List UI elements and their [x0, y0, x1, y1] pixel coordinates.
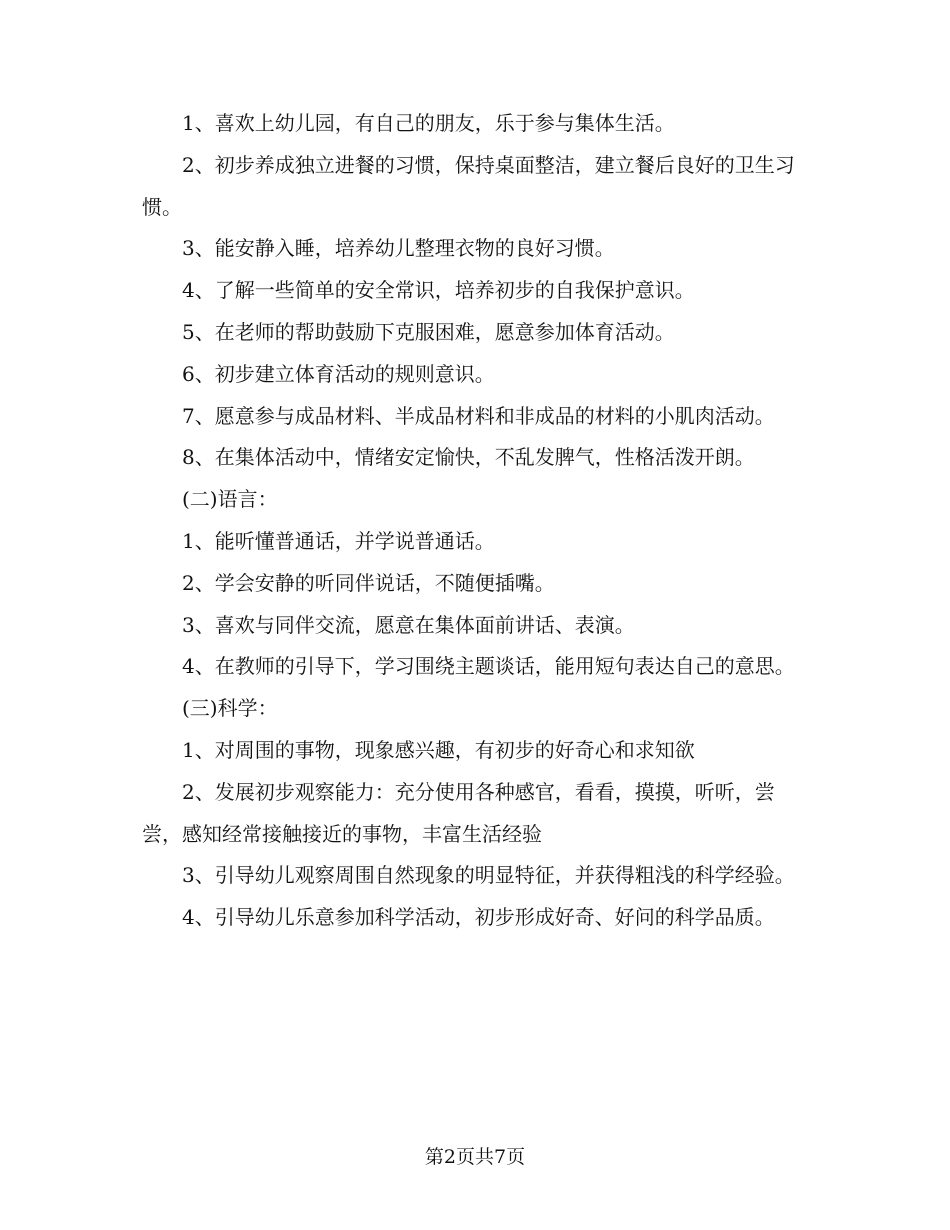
- paragraph: 2、发展初步观察能力：充分使用各种感官，看看，摸摸，听听，尝尝，感知经常接触接近的事物，丰富生活经验: [142, 779, 775, 846]
- paragraph: 1、能听懂普通话，并学说普通话。: [182, 528, 495, 553]
- paragraph: 3、喜欢与同伴交流，愿意在集体面前讲话、表演。: [182, 612, 635, 637]
- page-number: 第2页共7页: [424, 1146, 526, 1168]
- paragraph: 6、初步建立体育活动的规则意识。: [182, 361, 495, 386]
- document-body: [142, 103, 812, 939]
- paragraph: 2、初步养成独立进餐的习惯，保持桌面整洁，建立餐后良好的卫生习惯。: [142, 152, 795, 219]
- page-footer: [0, 1143, 950, 1171]
- paragraph: 2、学会安静的听同伴说话，不随便插嘴。: [182, 570, 555, 595]
- paragraph: 5、在老师的帮助鼓励下克服困难，愿意参加体育活动。: [182, 319, 675, 344]
- paragraph: 4、在教师的引导下，学习围绕主题谈话，能用短句表达自己的意思。: [182, 654, 795, 679]
- paragraph: 1、对周围的事物，现象感兴趣，有初步的好奇心和求知欲: [182, 737, 695, 762]
- section-heading-language: (二)语言：: [182, 487, 278, 512]
- paragraph: 1、喜欢上幼儿园，有自己的朋友，乐于参与集体生活。: [182, 111, 675, 135]
- section-heading-science: (三)科学：: [182, 696, 278, 721]
- paragraph: 4、了解一些简单的安全常识，培养初步的自我保护意识。: [182, 278, 695, 303]
- paragraph: 4、引导幼儿乐意参加科学活动，初步形成好奇、好问的科学品质。: [182, 905, 775, 930]
- paragraph: 3、能安静入睡，培养幼儿整理衣物的良好习惯。: [182, 236, 615, 261]
- paragraph: 8、在集体活动中，情绪安定愉快，不乱发脾气，性格活泼开朗。: [182, 445, 755, 470]
- paragraph: 7、愿意参与成品材料、半成品材料和非成品的材料的小肌肉活动。: [182, 403, 775, 428]
- paragraph: 3、引导幼儿观察周围自然现象的明显特征，并获得粗浅的科学经验。: [182, 863, 795, 888]
